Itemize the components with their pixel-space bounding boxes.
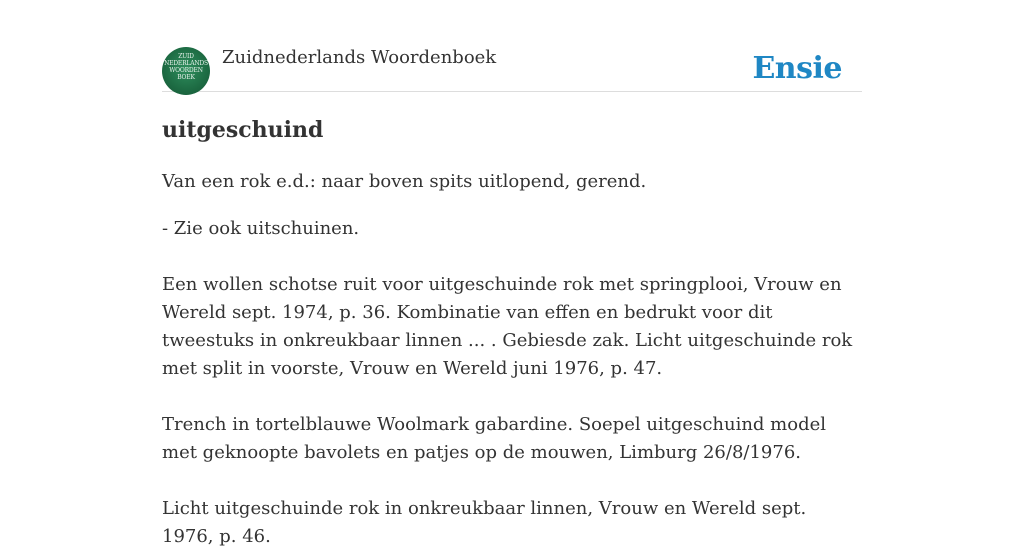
entry-definition: Van een rok e.d.: naar boven spits uitlopend, gerend.: [162, 171, 647, 192]
citation-paragraph: Licht uitgeschuinde rok in onkreukbaar linnen, Vrouw en Wereld sept. 1976, p. 46.: [162, 498, 807, 547]
dictionary-logo[interactable]: [162, 47, 210, 95]
citation-paragraph: Trench in tortelblauwe Woolmark gabardine. Soepel uitgeschuind model met geknoopte bavolets en patjes op de mouwen, Limburg 26/8/1976.: [162, 414, 827, 463]
logo-line: ZUID: [178, 53, 194, 60]
entry-content: [162, 112, 862, 551]
site-header: [162, 44, 862, 92]
logo-line: BOEK: [177, 74, 195, 81]
entry-headword: uitgeschuind: [162, 117, 324, 143]
citation-paragraph: Een wollen schotse ruit voor uitgeschuinde rok met springplooi, Vrouw en Wereld sept. 1974, p. 36. Kombinatie van effen en bedrukt voor dit tweestuks in onkreukbaar linnen ... . Gebiesde zak. Licht uitgeschuinde rok met split in voorste, Vrouw en Wereld juni 1976, p. 47.: [162, 274, 853, 379]
see-also-reference: - Zie ook uitschuinen.: [162, 218, 360, 239]
logo-text: [162, 53, 210, 81]
logo-line: NEDERLANDS: [164, 60, 208, 67]
logo-line: WOORDEN: [169, 67, 203, 74]
site-title[interactable]: Zuidnederlands Woordenboek: [222, 47, 497, 68]
ensie-brand-link[interactable]: Ensie: [752, 51, 842, 86]
